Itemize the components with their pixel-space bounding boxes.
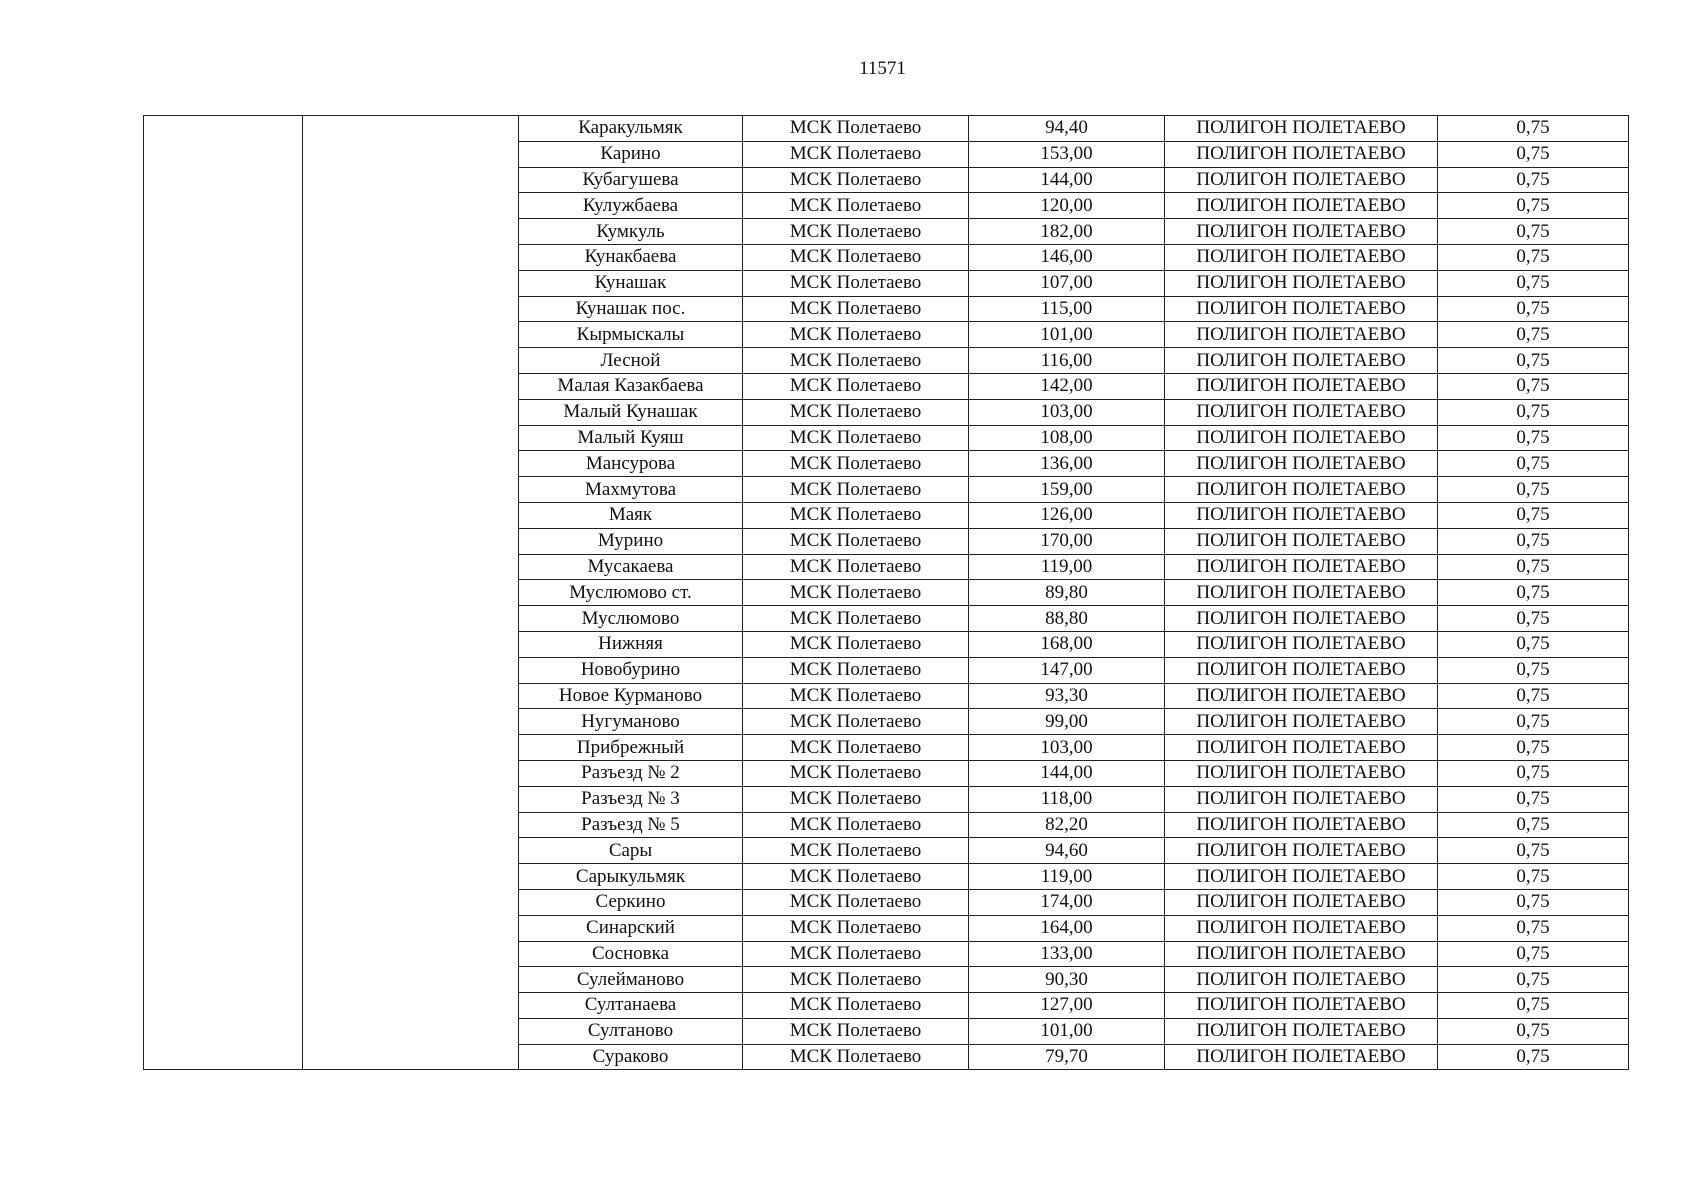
operator-cell: МСК Полетаево — [743, 502, 969, 528]
settlement-cell: Мурино — [519, 528, 743, 554]
coefficient-cell: 0,75 — [1438, 657, 1629, 683]
coefficient-cell: 0,75 — [1438, 322, 1629, 348]
facility-cell: ПОЛИГОН ПОЛЕТАЕВО — [1165, 580, 1438, 606]
distance-cell: 93,30 — [969, 683, 1165, 709]
distance-cell: 170,00 — [969, 528, 1165, 554]
operator-cell: МСК Полетаево — [743, 889, 969, 915]
operator-cell: МСК Полетаево — [743, 193, 969, 219]
coefficient-cell: 0,75 — [1438, 116, 1629, 142]
distance-cell: 118,00 — [969, 786, 1165, 812]
facility-cell: ПОЛИГОН ПОЛЕТАЕВО — [1165, 967, 1438, 993]
operator-cell: МСК Полетаево — [743, 606, 969, 632]
operator-cell: МСК Полетаево — [743, 915, 969, 941]
distance-cell: 119,00 — [969, 864, 1165, 890]
distance-cell: 126,00 — [969, 502, 1165, 528]
distance-cell: 107,00 — [969, 270, 1165, 296]
distance-cell: 82,20 — [969, 812, 1165, 838]
facility-cell: ПОЛИГОН ПОЛЕТАЕВО — [1165, 373, 1438, 399]
settlement-cell: Кунашак — [519, 270, 743, 296]
settlement-cell: Кунашак пос. — [519, 296, 743, 322]
facility-cell: ПОЛИГОН ПОЛЕТАЕВО — [1165, 838, 1438, 864]
settlement-cell: Сарыкульмяк — [519, 864, 743, 890]
coefficient-cell: 0,75 — [1438, 967, 1629, 993]
coefficient-cell: 0,75 — [1438, 838, 1629, 864]
coefficient-cell: 0,75 — [1438, 812, 1629, 838]
distance-cell: 147,00 — [969, 657, 1165, 683]
facility-cell: ПОЛИГОН ПОЛЕТАЕВО — [1165, 399, 1438, 425]
facility-cell: ПОЛИГОН ПОЛЕТАЕВО — [1165, 760, 1438, 786]
coefficient-cell: 0,75 — [1438, 864, 1629, 890]
operator-cell: МСК Полетаево — [743, 1044, 969, 1070]
operator-cell: МСК Полетаево — [743, 219, 969, 245]
facility-cell: ПОЛИГОН ПОЛЕТАЕВО — [1165, 657, 1438, 683]
distance-cell: 159,00 — [969, 477, 1165, 503]
distance-cell: 103,00 — [969, 399, 1165, 425]
coefficient-cell: 0,75 — [1438, 915, 1629, 941]
distance-cell: 94,40 — [969, 116, 1165, 142]
facility-cell: ПОЛИГОН ПОЛЕТАЕВО — [1165, 709, 1438, 735]
coefficient-cell: 0,75 — [1438, 425, 1629, 451]
settlement-cell: Серкино — [519, 889, 743, 915]
settlement-cell: Синарский — [519, 915, 743, 941]
settlement-cell: Кунакбаева — [519, 244, 743, 270]
distance-cell: 127,00 — [969, 993, 1165, 1019]
settlement-cell: Малая Казакбаева — [519, 373, 743, 399]
distance-cell: 94,60 — [969, 838, 1165, 864]
operator-cell: МСК Полетаево — [743, 812, 969, 838]
distance-cell: 90,30 — [969, 967, 1165, 993]
settlement-cell: Разъезд № 3 — [519, 786, 743, 812]
coefficient-cell: 0,75 — [1438, 528, 1629, 554]
page-number: 11571 — [859, 58, 906, 79]
operator-cell: МСК Полетаево — [743, 451, 969, 477]
operator-cell: МСК Полетаево — [743, 683, 969, 709]
operator-cell: МСК Полетаево — [743, 941, 969, 967]
settlement-cell: Сулейманово — [519, 967, 743, 993]
facility-cell: ПОЛИГОН ПОЛЕТАЕВО — [1165, 477, 1438, 503]
facility-cell: ПОЛИГОН ПОЛЕТАЕВО — [1165, 219, 1438, 245]
facility-cell: ПОЛИГОН ПОЛЕТАЕВО — [1165, 528, 1438, 554]
operator-cell: МСК Полетаево — [743, 993, 969, 1019]
settlement-cell: Лесной — [519, 348, 743, 374]
settlement-cell: Малый Куяш — [519, 425, 743, 451]
coefficient-cell: 0,75 — [1438, 993, 1629, 1019]
settlement-cell: Султанаева — [519, 993, 743, 1019]
operator-cell: МСК Полетаево — [743, 864, 969, 890]
coefficient-cell: 0,75 — [1438, 631, 1629, 657]
operator-cell: МСК Полетаево — [743, 373, 969, 399]
facility-cell: ПОЛИГОН ПОЛЕТАЕВО — [1165, 425, 1438, 451]
coefficient-cell: 0,75 — [1438, 709, 1629, 735]
facility-cell: ПОЛИГОН ПОЛЕТАЕВО — [1165, 296, 1438, 322]
settlement-cell: Сары — [519, 838, 743, 864]
settlement-cell: Сураково — [519, 1044, 743, 1070]
route-table — [143, 115, 1629, 1070]
operator-cell: МСК Полетаево — [743, 167, 969, 193]
facility-cell: ПОЛИГОН ПОЛЕТАЕВО — [1165, 606, 1438, 632]
operator-cell: МСК Полетаево — [743, 477, 969, 503]
distance-cell: 119,00 — [969, 554, 1165, 580]
facility-cell: ПОЛИГОН ПОЛЕТАЕВО — [1165, 348, 1438, 374]
coefficient-cell: 0,75 — [1438, 735, 1629, 761]
settlement-cell: Каракульмяк — [519, 116, 743, 142]
coefficient-cell: 0,75 — [1438, 606, 1629, 632]
facility-cell: ПОЛИГОН ПОЛЕТАЕВО — [1165, 1018, 1438, 1044]
distance-cell: 153,00 — [969, 141, 1165, 167]
distance-cell: 115,00 — [969, 296, 1165, 322]
blank-column-2 — [303, 116, 519, 1070]
operator-cell: МСК Полетаево — [743, 631, 969, 657]
operator-cell: МСК Полетаево — [743, 554, 969, 580]
distance-cell: 108,00 — [969, 425, 1165, 451]
settlement-cell: Кубагушева — [519, 167, 743, 193]
facility-cell: ПОЛИГОН ПОЛЕТАЕВО — [1165, 193, 1438, 219]
coefficient-cell: 0,75 — [1438, 141, 1629, 167]
settlement-cell: Мансурова — [519, 451, 743, 477]
coefficient-cell: 0,75 — [1438, 296, 1629, 322]
operator-cell: МСК Полетаево — [743, 116, 969, 142]
distance-cell: 101,00 — [969, 1018, 1165, 1044]
settlement-cell: Муслюмово ст. — [519, 580, 743, 606]
facility-cell: ПОЛИГОН ПОЛЕТАЕВО — [1165, 322, 1438, 348]
settlement-cell: Сосновка — [519, 941, 743, 967]
facility-cell: ПОЛИГОН ПОЛЕТАЕВО — [1165, 631, 1438, 657]
facility-cell: ПОЛИГОН ПОЛЕТАЕВО — [1165, 451, 1438, 477]
operator-cell: МСК Полетаево — [743, 141, 969, 167]
facility-cell: ПОЛИГОН ПОЛЕТАЕВО — [1165, 167, 1438, 193]
settlement-cell: Карино — [519, 141, 743, 167]
facility-cell: ПОЛИГОН ПОЛЕТАЕВО — [1165, 1044, 1438, 1070]
distance-cell: 142,00 — [969, 373, 1165, 399]
settlement-cell: Мусакаева — [519, 554, 743, 580]
settlement-cell: Новое Курманово — [519, 683, 743, 709]
coefficient-cell: 0,75 — [1438, 580, 1629, 606]
distance-cell: 88,80 — [969, 606, 1165, 632]
settlement-cell: Маяк — [519, 502, 743, 528]
coefficient-cell: 0,75 — [1438, 399, 1629, 425]
coefficient-cell: 0,75 — [1438, 477, 1629, 503]
distance-cell: 79,70 — [969, 1044, 1165, 1070]
operator-cell: МСК Полетаево — [743, 348, 969, 374]
coefficient-cell: 0,75 — [1438, 1044, 1629, 1070]
facility-cell: ПОЛИГОН ПОЛЕТАЕВО — [1165, 502, 1438, 528]
facility-cell: ПОЛИГОН ПОЛЕТАЕВО — [1165, 244, 1438, 270]
facility-cell: ПОЛИГОН ПОЛЕТАЕВО — [1165, 786, 1438, 812]
coefficient-cell: 0,75 — [1438, 451, 1629, 477]
facility-cell: ПОЛИГОН ПОЛЕТАЕВО — [1165, 941, 1438, 967]
operator-cell: МСК Полетаево — [743, 296, 969, 322]
operator-cell: МСК Полетаево — [743, 580, 969, 606]
operator-cell: МСК Полетаево — [743, 425, 969, 451]
settlement-cell: Нижняя — [519, 631, 743, 657]
coefficient-cell: 0,75 — [1438, 219, 1629, 245]
operator-cell: МСК Полетаево — [743, 244, 969, 270]
coefficient-cell: 0,75 — [1438, 270, 1629, 296]
coefficient-cell: 0,75 — [1438, 760, 1629, 786]
operator-cell: МСК Полетаево — [743, 735, 969, 761]
operator-cell: МСК Полетаево — [743, 657, 969, 683]
operator-cell: МСК Полетаево — [743, 399, 969, 425]
facility-cell: ПОЛИГОН ПОЛЕТАЕВО — [1165, 993, 1438, 1019]
facility-cell: ПОЛИГОН ПОЛЕТАЕВО — [1165, 270, 1438, 296]
facility-cell: ПОЛИГОН ПОЛЕТАЕВО — [1165, 915, 1438, 941]
distance-cell: 182,00 — [969, 219, 1165, 245]
coefficient-cell: 0,75 — [1438, 554, 1629, 580]
facility-cell: ПОЛИГОН ПОЛЕТАЕВО — [1165, 889, 1438, 915]
settlement-cell: Кырмыскалы — [519, 322, 743, 348]
settlement-cell: Муслюмово — [519, 606, 743, 632]
facility-cell: ПОЛИГОН ПОЛЕТАЕВО — [1165, 683, 1438, 709]
distance-cell: 116,00 — [969, 348, 1165, 374]
facility-cell: ПОЛИГОН ПОЛЕТАЕВО — [1165, 141, 1438, 167]
settlement-cell: Разъезд № 2 — [519, 760, 743, 786]
settlement-cell: Султаново — [519, 1018, 743, 1044]
coefficient-cell: 0,75 — [1438, 348, 1629, 374]
table-body — [144, 116, 1629, 1070]
distance-cell: 99,00 — [969, 709, 1165, 735]
settlement-cell: Кулужбаева — [519, 193, 743, 219]
distance-cell: 144,00 — [969, 167, 1165, 193]
operator-cell: МСК Полетаево — [743, 1018, 969, 1044]
settlement-cell: Разъезд № 5 — [519, 812, 743, 838]
operator-cell: МСК Полетаево — [743, 786, 969, 812]
coefficient-cell: 0,75 — [1438, 167, 1629, 193]
distance-cell: 146,00 — [969, 244, 1165, 270]
distance-cell: 168,00 — [969, 631, 1165, 657]
facility-cell: ПОЛИГОН ПОЛЕТАЕВО — [1165, 864, 1438, 890]
settlement-cell: Новобурино — [519, 657, 743, 683]
blank-column-1 — [144, 116, 303, 1070]
facility-cell: ПОЛИГОН ПОЛЕТАЕВО — [1165, 812, 1438, 838]
distance-cell: 120,00 — [969, 193, 1165, 219]
operator-cell: МСК Полетаево — [743, 322, 969, 348]
coefficient-cell: 0,75 — [1438, 244, 1629, 270]
distance-cell: 133,00 — [969, 941, 1165, 967]
distance-cell: 103,00 — [969, 735, 1165, 761]
operator-cell: МСК Полетаево — [743, 838, 969, 864]
coefficient-cell: 0,75 — [1438, 1018, 1629, 1044]
distance-cell: 174,00 — [969, 889, 1165, 915]
operator-cell: МСК Полетаево — [743, 967, 969, 993]
coefficient-cell: 0,75 — [1438, 373, 1629, 399]
distance-cell: 101,00 — [969, 322, 1165, 348]
settlement-cell: Махмутова — [519, 477, 743, 503]
distance-cell: 144,00 — [969, 760, 1165, 786]
coefficient-cell: 0,75 — [1438, 193, 1629, 219]
operator-cell: МСК Полетаево — [743, 528, 969, 554]
facility-cell: ПОЛИГОН ПОЛЕТАЕВО — [1165, 116, 1438, 142]
coefficient-cell: 0,75 — [1438, 941, 1629, 967]
operator-cell: МСК Полетаево — [743, 760, 969, 786]
table-row — [144, 116, 1629, 142]
settlement-cell: Кумкуль — [519, 219, 743, 245]
operator-cell: МСК Полетаево — [743, 709, 969, 735]
settlement-cell: Малый Кунашак — [519, 399, 743, 425]
facility-cell: ПОЛИГОН ПОЛЕТАЕВО — [1165, 554, 1438, 580]
facility-cell: ПОЛИГОН ПОЛЕТАЕВО — [1165, 735, 1438, 761]
distance-cell: 136,00 — [969, 451, 1165, 477]
coefficient-cell: 0,75 — [1438, 683, 1629, 709]
settlement-cell: Прибрежный — [519, 735, 743, 761]
coefficient-cell: 0,75 — [1438, 786, 1629, 812]
operator-cell: МСК Полетаево — [743, 270, 969, 296]
coefficient-cell: 0,75 — [1438, 502, 1629, 528]
settlement-cell: Нугуманово — [519, 709, 743, 735]
distance-cell: 89,80 — [969, 580, 1165, 606]
coefficient-cell: 0,75 — [1438, 889, 1629, 915]
distance-cell: 164,00 — [969, 915, 1165, 941]
